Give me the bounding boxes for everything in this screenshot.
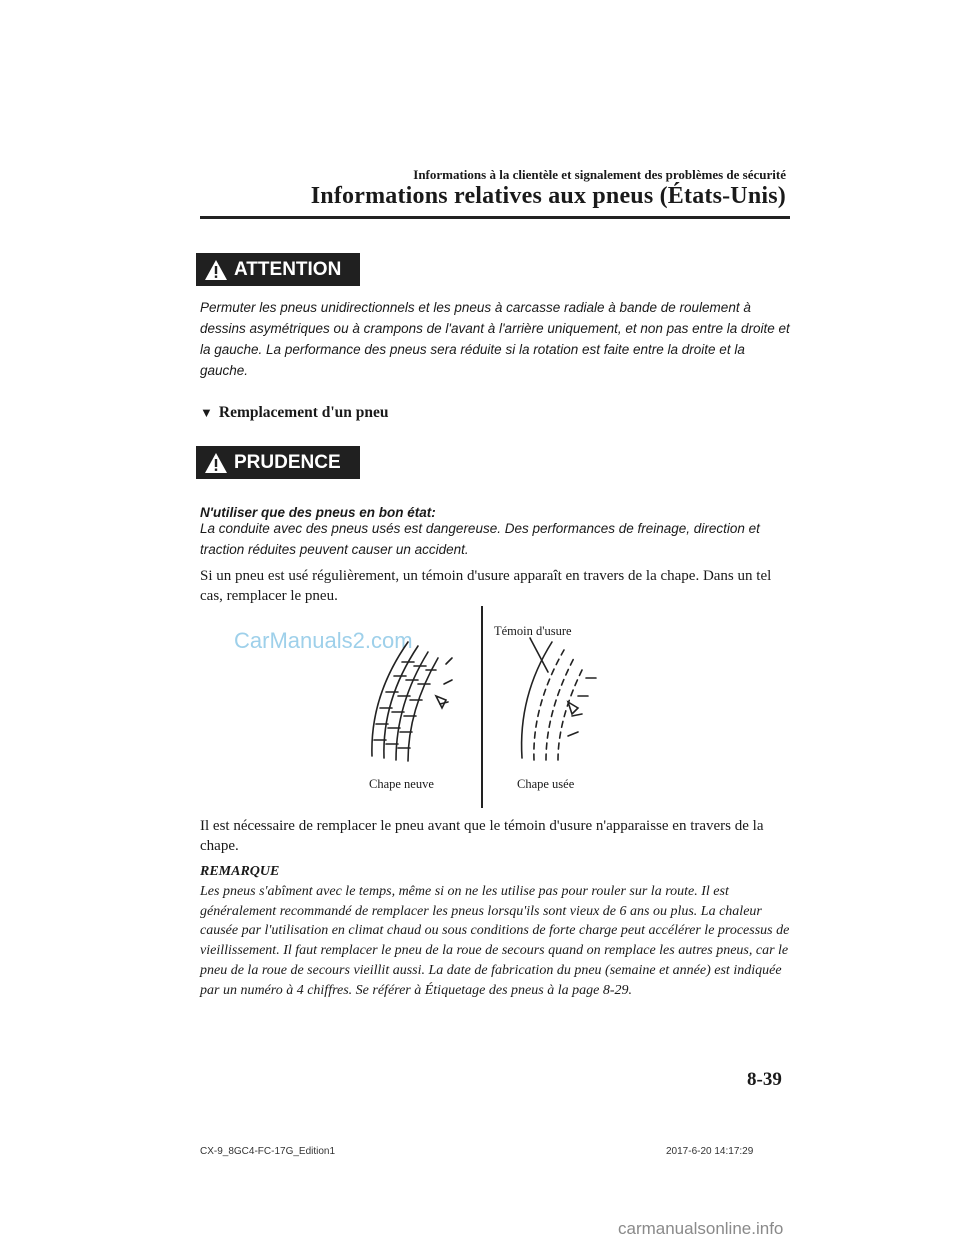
- prudence-title: N'utiliser que des pneus en bon état:: [200, 505, 436, 520]
- new-tread-label: Chape neuve: [369, 777, 434, 791]
- section-heading: [200, 404, 389, 422]
- figure-divider: [481, 606, 483, 808]
- attention-text: Permuter les pneus unidirectionnels et les pneus à carcasse radiale à bande de roulement à dessins asymétriques ou à crampons de l'avant à l'arrière uniquement, et non pas entre la droite et la gauche. La performance des pneus sera réduite si la rotation est faite entre la droite et la gauche.: [200, 300, 790, 378]
- triangle-down-icon: ▼: [200, 405, 213, 420]
- prudence-label: PRUDENCE: [234, 451, 341, 473]
- body-paragraph-2: Il est nécessaire de remplacer le pneu avant que le témoin d'usure n'apparaisse en travers de la chape.: [200, 818, 764, 854]
- figure-watermark: CarManuals2.com: [234, 628, 413, 653]
- attention-badge: [196, 253, 360, 286]
- new-tread-illustration: [360, 636, 460, 766]
- footer-timestamp: 2017-6-20 14:17:29: [666, 1146, 754, 1157]
- prudence-badge: [196, 446, 360, 479]
- header-subtitle: Informations à la clientèle et signalement des problèmes de sécurité: [413, 167, 786, 182]
- note-text: Les pneus s'abîment avec le temps, même si on ne les utilise pas pour rouler sur la route. Il est généralement recommandé de remplacer les pneus lorsqu'ils sont vieux de 6 ans ou plus. La chaleur causée par l'utilisation en climat chaud ou sous conditions de forte charge peut accélérer le processus de vieillissement. Il faut remplacer le pneu de la roue de secours quand on remplace les autres pneus, car le pneu de la roue de secours vieillit aussi. La date de fabrication du pneu (semaine et année) est indiquée par un numéro à 4 chiffres. Se référer à Étiquetage des pneus à la page 8-29.: [200, 884, 790, 998]
- worn-tread-label: Chape usée: [517, 777, 575, 791]
- section-title: Remplacement d'un pneu: [218, 404, 389, 421]
- body-paragraph-1: Si un pneu est usé régulièrement, un témoin d'usure apparaît en travers de la chape. Dans un tel cas, remplacer le pneu.: [200, 568, 772, 604]
- worn-tread-illustration: [508, 636, 608, 766]
- warning-icon: [204, 452, 228, 474]
- site-watermark: carmanualsonline.info: [618, 1219, 784, 1238]
- attention-label: ATTENTION: [234, 258, 342, 280]
- wear-indicator-label: Témoin d'usure: [494, 624, 572, 638]
- footer-edition: CX-9_8GC4-FC-17G_Edition1: [200, 1146, 336, 1157]
- page-number: 8-39: [747, 1069, 782, 1090]
- note-label: REMARQUE: [200, 864, 280, 879]
- header-title: Informations relatives aux pneus (États-Unis): [310, 183, 786, 209]
- warning-icon: [204, 259, 228, 281]
- header-rule: [200, 216, 790, 219]
- prudence-text: La conduite avec des pneus usés est dangereuse. Des performances de freinage, direction et traction réduites peuvent causer un accident.: [200, 521, 760, 557]
